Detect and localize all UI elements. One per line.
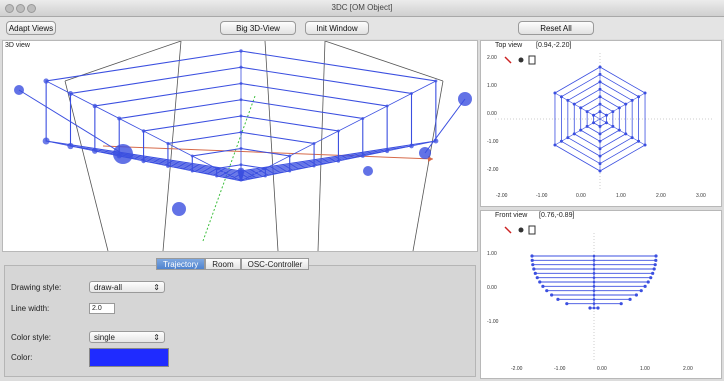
front-view-y-tick: 0.00 (487, 285, 497, 291)
color-label: Color: (11, 353, 33, 362)
front-view-tools[interactable] (505, 226, 535, 234)
front-view-range: [0.76,-0.89] (539, 212, 575, 219)
pointer-tool-icon[interactable] (505, 57, 511, 63)
front-view-canvas[interactable] (481, 211, 721, 378)
top-view-x-tick: -2.00 (496, 193, 508, 199)
front-view-point (640, 289, 643, 292)
pencil-tool-icon[interactable] (519, 228, 524, 233)
tab-osc-controller[interactable]: OSC-Controller (241, 258, 310, 270)
front-view-point (644, 285, 647, 288)
front-view-point (538, 280, 541, 283)
hand-tool-icon[interactable] (529, 226, 535, 234)
front-view-point (620, 302, 623, 305)
front-view-point (531, 263, 534, 266)
big-3d-view-button[interactable]: Big 3D-View (220, 21, 296, 35)
title-bar (0, 0, 724, 17)
room-edge (413, 81, 443, 251)
color-style-label: Color style: (11, 333, 52, 342)
front-view-point (628, 298, 631, 301)
top-view-canvas[interactable] (481, 41, 721, 206)
front-view-point (649, 276, 652, 279)
color-swatch[interactable] (89, 348, 169, 367)
front-view-point (647, 280, 650, 283)
line-width-label: Line width: (11, 304, 50, 313)
top-view-y-tick: 0.00 (487, 111, 497, 117)
reset-all-button[interactable]: Reset All (518, 21, 594, 35)
top-view-y-tick: 1.00 (487, 83, 497, 89)
top-view-y-tick: -1.00 (487, 139, 499, 145)
front-view-point (654, 254, 657, 257)
front-view-panel[interactable] (480, 210, 722, 379)
chevron-updown-icon: ⇕ (153, 283, 160, 292)
tab-trajectory[interactable]: Trajectory (156, 258, 205, 270)
top-view-point (553, 92, 556, 95)
front-view-x-tick: -1.00 (554, 366, 566, 372)
front-view-point (545, 289, 548, 292)
top-view-label: Top view (495, 42, 523, 49)
front-view-point (565, 302, 568, 305)
front-view-point (588, 306, 591, 309)
3d-trajectory-canvas[interactable] (3, 41, 477, 251)
top-view-point (553, 144, 556, 147)
front-view-point (556, 298, 559, 301)
front-view-point (536, 276, 539, 279)
front-view-point (532, 267, 535, 270)
chevron-updown-icon: ⇕ (153, 333, 160, 342)
front-view-x-tick: 1.00 (640, 366, 650, 372)
front-view-point (534, 272, 537, 275)
front-view-point (654, 263, 657, 266)
top-view-panel[interactable] (480, 40, 722, 207)
front-view-x-tick: 2.00 (683, 366, 693, 372)
pointer-tool-icon[interactable] (505, 227, 511, 233)
front-view-point (653, 267, 656, 270)
top-view-y-tick: 2.00 (487, 55, 497, 61)
front-view-point (550, 293, 553, 296)
top-view-x-tick: 1.00 (616, 193, 626, 199)
3d-connector (425, 99, 465, 153)
3d-spoke (46, 81, 241, 181)
adapt-views-button[interactable]: Adapt Views (6, 21, 56, 35)
3d-large-point (363, 166, 373, 176)
room-edge (318, 41, 325, 251)
top-view-x-tick: 3.00 (696, 193, 706, 199)
front-view-point (654, 259, 657, 262)
front-view-label: Front view (495, 212, 528, 219)
front-view-point (635, 293, 638, 296)
3d-large-point (172, 202, 186, 216)
front-view-point (531, 259, 534, 262)
front-view-point (530, 254, 533, 257)
front-view-x-tick: 0.00 (597, 366, 607, 372)
pencil-tool-icon[interactable] (519, 58, 524, 63)
3d-view-panel[interactable] (2, 40, 478, 252)
drawing-style-select[interactable] (89, 281, 165, 293)
init-window-button[interactable]: Init Window (305, 21, 369, 35)
3d-view-label: 3D view (5, 42, 30, 49)
front-view-point (651, 272, 654, 275)
color-style-select[interactable] (89, 331, 165, 343)
toolbar (0, 17, 724, 39)
top-view-y-tick: -2.00 (487, 167, 499, 173)
tab-room[interactable]: Room (205, 258, 240, 270)
top-view-tools[interactable] (505, 56, 535, 64)
window-title: 3DC [OM Object] (331, 3, 393, 12)
hand-tool-icon[interactable] (529, 56, 535, 64)
drawing-style-value: draw-all (94, 283, 123, 292)
front-view-y-tick: 1.00 (487, 251, 497, 257)
front-view-point (541, 285, 544, 288)
front-view-x-tick: -2.00 (511, 366, 523, 372)
front-view-y-tick: -1.00 (487, 319, 499, 325)
line-width-input[interactable]: 2.0 (89, 303, 115, 314)
top-view-x-tick: 2.00 (656, 193, 666, 199)
top-view-range: [0.94,-2.20] (536, 42, 572, 49)
top-view-x-tick: -1.00 (536, 193, 548, 199)
room-edge (325, 41, 443, 81)
drawing-style-label: Drawing style: (11, 283, 62, 292)
room-edge (65, 81, 108, 251)
tab-bar (156, 258, 309, 270)
top-view-x-tick: 0.00 (576, 193, 586, 199)
front-view-point (596, 306, 599, 309)
color-style-value: single (94, 333, 115, 342)
control-panel (4, 265, 476, 377)
